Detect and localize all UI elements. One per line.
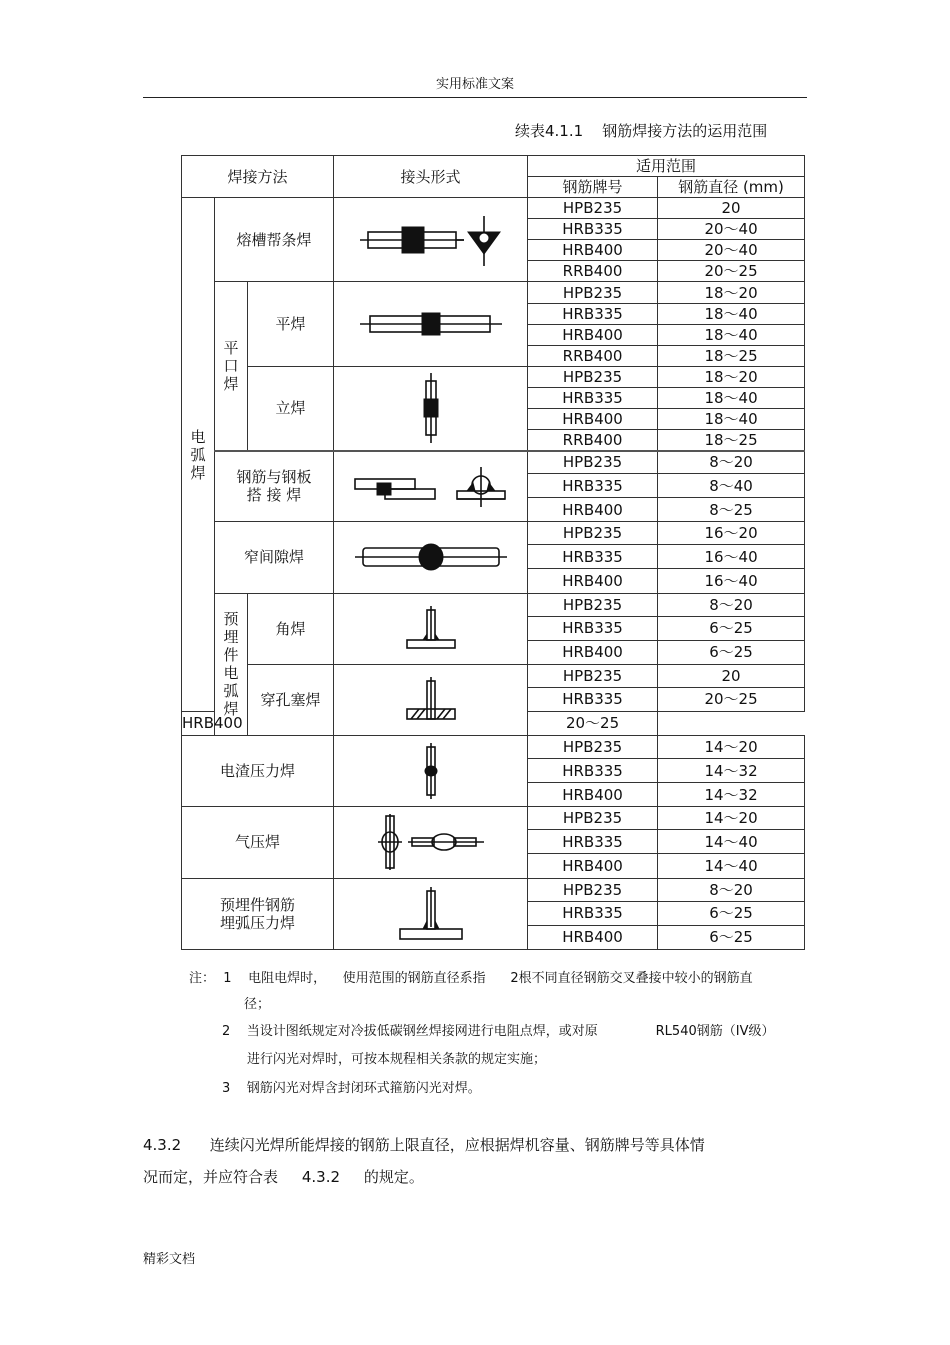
diameter-cell: 6～25: [658, 901, 805, 925]
fillet-joint-icon: [401, 604, 461, 654]
grade-cell: HRB335: [528, 901, 658, 925]
diameter-cell: 14～40: [658, 854, 805, 878]
header-joint-form: 接头形式: [334, 156, 528, 198]
diameter-cell: 20～25: [658, 261, 805, 282]
joint-vertical: [334, 366, 528, 450]
joint-groove: [334, 198, 528, 282]
grade-cell: HPB235: [528, 198, 658, 219]
joint-plate-lap: [334, 451, 528, 522]
diameter-cell: 20～40: [658, 219, 805, 240]
page-footer: 精彩文档: [143, 1252, 196, 1267]
grade-cell: HRB400: [528, 324, 658, 345]
diameter-cell: 8～20: [658, 593, 805, 616]
electroslag-joint-icon: [416, 741, 446, 801]
note-1-line-2: 径；: [244, 997, 271, 1012]
diameter-cell: 14～20: [658, 807, 805, 830]
diameter-cell: 14～32: [658, 783, 805, 807]
diameter-cell: 18～40: [658, 408, 805, 429]
page-header: 实用标准文案: [435, 77, 514, 92]
diameter-cell: 20～25: [528, 711, 658, 735]
diameter-cell: 6～25: [658, 616, 805, 640]
embedded-arc-pressure-joint-icon: [396, 885, 466, 943]
diameter-cell: 8～40: [658, 474, 805, 498]
grade-cell: HRB335: [528, 474, 658, 498]
grade-cell: HRB335: [528, 545, 658, 569]
joint-electroslag: [334, 736, 528, 807]
grade-cell: HRB400: [528, 498, 658, 522]
grade-cell: HRB400: [528, 783, 658, 807]
method-electroslag: 电渣压力焊: [182, 736, 334, 807]
group-arc-welding: 电 弧 焊: [182, 198, 215, 712]
diameter-cell: 16～40: [658, 569, 805, 593]
diameter-cell: 18～20: [658, 282, 805, 303]
header-diameter: 钢筋直径 (mm): [658, 177, 805, 198]
note-3: 3 钢筋闪光对焊含封闭环式箍筋闪光对焊。: [222, 1081, 481, 1096]
method-embedded-arc-pressure: 预埋件钢筋 埋弧压力焊: [182, 878, 334, 950]
plate-lap-joint-icon: [351, 461, 511, 511]
grade-cell: HRB335: [528, 759, 658, 783]
grade-cell: HRB335: [528, 303, 658, 324]
diameter-cell: 6～25: [658, 640, 805, 664]
joint-gas-pressure: [334, 807, 528, 878]
method-narrow-gap: 窄间隙焊: [215, 522, 334, 593]
group-embedded-arc: 预 埋 件 电 弧 焊: [215, 593, 248, 735]
header-rule: [143, 97, 807, 98]
header-method: 焊接方法: [182, 156, 334, 198]
joint-flat: [334, 282, 528, 366]
grade-cell: RRB400: [528, 345, 658, 366]
grade-cell: HRB400: [528, 408, 658, 429]
grade-cell: HPB235: [528, 807, 658, 830]
diameter-cell: 18～20: [658, 366, 805, 387]
narrow-gap-joint-icon: [351, 537, 511, 577]
diameter-cell: 20: [658, 664, 805, 687]
vertical-joint-icon: [416, 371, 446, 445]
diameter-cell: 8～20: [658, 451, 805, 474]
paragraph-line-2: 况而定，并应符合表 4.3.2 的规定。: [143, 1168, 424, 1186]
method-vertical: 立焊: [248, 366, 334, 450]
note-2-line-1: 2 当设计图纸规定对冷拔低碳钢丝焊接网进行电阻点焊，或对原 RL540钢筋（IV级）: [222, 1024, 775, 1039]
diameter-cell: 6～25: [658, 925, 805, 949]
grade-cell: HRB335: [528, 830, 658, 854]
group-flat-welding: 平 口 焊: [215, 282, 248, 451]
paragraph-line-1: 4.3.2 连续闪光焊所能焊接的钢筋上限直径，应根据焊机容量、钢筋牌号等具体情: [143, 1136, 705, 1154]
gas-pressure-joint-icon: [376, 810, 486, 874]
grade-cell: HRB400: [528, 569, 658, 593]
grade-cell: HRB335: [528, 387, 658, 408]
grade-cell: HPB235: [528, 451, 658, 474]
diameter-cell: 8～20: [658, 878, 805, 901]
groove-joint-icon: [356, 210, 506, 270]
diameter-cell: 20～40: [658, 240, 805, 261]
diameter-cell: 18～25: [658, 345, 805, 366]
note-1-line-1: 注： 1 电阻电焊时， 使用范围的钢筋直径系指 2根不同直径钢筋交叉叠接中较小的钢筋直: [189, 971, 753, 986]
grade-cell: RRB400: [528, 261, 658, 282]
method-plug: 穿孔塞焊: [248, 664, 334, 735]
method-fillet: 角焊: [248, 593, 334, 664]
joint-plug: [334, 664, 528, 735]
diameter-cell: 20: [658, 198, 805, 219]
joint-embedded-arc-pressure: [334, 878, 528, 950]
diameter-cell: 18～40: [658, 324, 805, 345]
grade-cell: HRB335: [528, 687, 658, 711]
grade-cell: RRB400: [528, 430, 658, 451]
method-flat: 平焊: [248, 282, 334, 366]
grade-cell: HRB400: [528, 925, 658, 949]
method-gas-pressure: 气压焊: [182, 807, 334, 878]
welding-methods-table: [181, 155, 805, 950]
grade-cell: HRB335: [528, 219, 658, 240]
diameter-cell: 14～20: [658, 736, 805, 759]
diameter-cell: 16～40: [658, 545, 805, 569]
grade-cell: HRB335: [528, 616, 658, 640]
grade-cell: HPB235: [528, 282, 658, 303]
diameter-cell: 18～40: [658, 387, 805, 408]
diameter-cell: 20～25: [658, 687, 805, 711]
method-plate-lap: 钢筋与钢板 搭 接 焊: [215, 451, 334, 522]
header-scope: 适用范围: [528, 156, 805, 177]
diameter-cell: 18～25: [658, 430, 805, 451]
grade-cell: HPB235: [528, 366, 658, 387]
grade-cell: HPB235: [528, 593, 658, 616]
grade-cell: HPB235: [528, 664, 658, 687]
grade-cell: HRB400: [528, 240, 658, 261]
grade-cell: HPB235: [528, 522, 658, 545]
note-2-line-2: 进行闪光对焊时，可按本规程相关条款的规定实施；: [247, 1052, 547, 1067]
grade-cell: HPB235: [528, 878, 658, 901]
table-caption: 续表4.1.1 钢筋焊接方法的运用范围: [515, 122, 768, 140]
grade-cell: HRB400: [528, 854, 658, 878]
diameter-cell: 8～25: [658, 498, 805, 522]
flat-joint-icon: [356, 304, 506, 344]
diameter-cell: 14～32: [658, 759, 805, 783]
diameter-cell: 14～40: [658, 830, 805, 854]
diameter-cell: 16～20: [658, 522, 805, 545]
header-grade: 钢筋牌号: [528, 177, 658, 198]
joint-narrow-gap: [334, 522, 528, 593]
grade-cell: HRB400: [182, 711, 215, 735]
joint-fillet: [334, 593, 528, 664]
method-groove: 熔槽帮条焊: [215, 198, 334, 282]
grade-cell: HRB400: [528, 640, 658, 664]
plug-joint-icon: [401, 675, 461, 725]
grade-cell: HPB235: [528, 736, 658, 759]
diameter-cell: 18～40: [658, 303, 805, 324]
